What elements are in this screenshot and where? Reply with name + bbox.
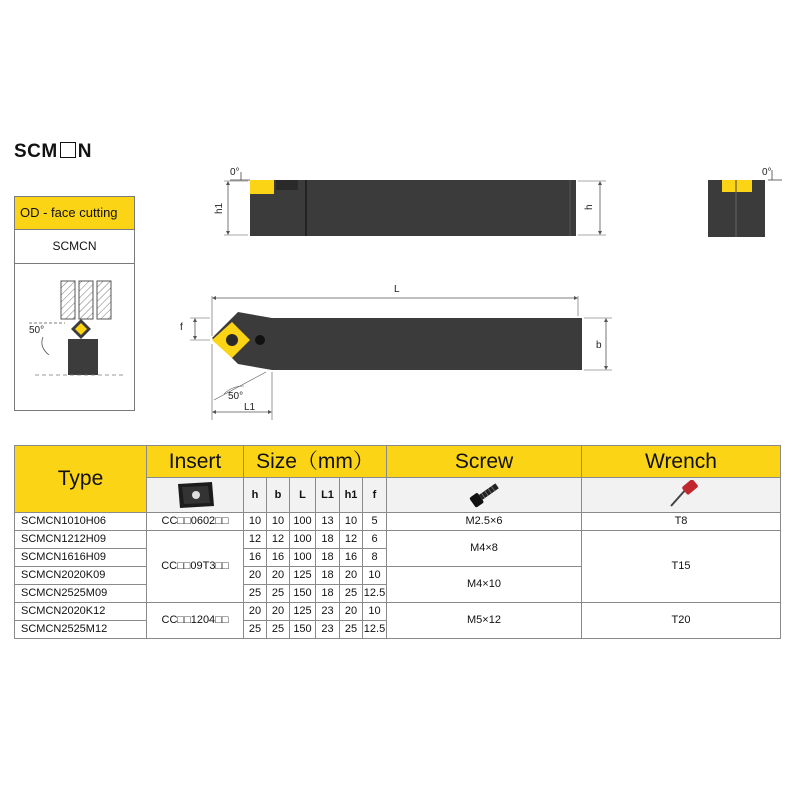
dim-L: L	[290, 478, 316, 513]
wrench-image-cell	[582, 478, 781, 513]
application-model: SCMCN	[15, 230, 134, 264]
cell-h1: 16	[340, 549, 363, 567]
row-code: SCMCN2020K09	[15, 567, 147, 585]
screw-cell: M4×8	[387, 531, 582, 567]
cell-h1: 20	[340, 567, 363, 585]
cell-h: 25	[244, 585, 267, 603]
insert-cell: CC□□09T3□□	[147, 531, 244, 603]
cell-h1: 25	[340, 585, 363, 603]
table-header-row	[15, 446, 781, 478]
cell-L1: 23	[316, 621, 340, 639]
cell-f: 10	[363, 603, 387, 621]
end-angle-label: 0°	[762, 167, 772, 178]
cell-L1: 13	[316, 513, 340, 531]
cell-b: 25	[267, 621, 290, 639]
cell-f: 5	[363, 513, 387, 531]
screw-image-cell	[387, 478, 582, 513]
cell-L: 100	[290, 513, 316, 531]
table-row	[15, 603, 781, 621]
cell-L: 125	[290, 603, 316, 621]
row-code: SCMCN2525M09	[15, 585, 147, 603]
cell-L1: 18	[316, 567, 340, 585]
cell-f: 10	[363, 567, 387, 585]
screw-cell: M2.5×6	[387, 513, 582, 531]
wrench-cell: T20	[582, 603, 781, 639]
b-label: b	[596, 340, 602, 351]
cell-h: 20	[244, 567, 267, 585]
h-label: h	[584, 204, 595, 210]
cell-L: 125	[290, 567, 316, 585]
end-view	[708, 167, 782, 237]
title-prefix: SCM	[14, 141, 58, 162]
cell-f: 6	[363, 531, 387, 549]
application-header: OD - face cutting	[15, 197, 134, 230]
cell-f: 8	[363, 549, 387, 567]
title-suffix: N	[77, 141, 92, 162]
cell-b: 16	[267, 549, 290, 567]
dim-h1: h1	[340, 478, 363, 513]
insert-header: Insert	[147, 446, 244, 478]
cell-L: 100	[290, 549, 316, 567]
cell-h: 16	[244, 549, 267, 567]
screw-header: Screw	[387, 446, 582, 478]
cell-L: 150	[290, 621, 316, 639]
cell-h1: 10	[340, 513, 363, 531]
cell-h1: 20	[340, 603, 363, 621]
dim-L1: L1	[316, 478, 340, 513]
application-angle: 50°	[29, 325, 45, 336]
cell-h: 12	[244, 531, 267, 549]
row-code: SCMCN2525M12	[15, 621, 147, 639]
screw-icon	[464, 480, 504, 510]
wrench-cell: T15	[582, 531, 781, 603]
cell-h: 25	[244, 621, 267, 639]
cell-h1: 12	[340, 531, 363, 549]
L-label: L	[394, 284, 400, 295]
row-code: SCMCN1010H06	[15, 513, 147, 531]
cell-L1: 18	[316, 549, 340, 567]
cell-b: 20	[267, 603, 290, 621]
size-header: Size（mm）	[244, 446, 387, 478]
wrench-header: Wrench	[582, 446, 781, 478]
row-code: SCMCN1212H09	[15, 531, 147, 549]
angle-label: 50°	[228, 391, 244, 402]
screw-cell: M4×10	[387, 567, 582, 603]
row-code: SCMCN1616H09	[15, 549, 147, 567]
cell-L1: 18	[316, 585, 340, 603]
h1-label: h1	[214, 202, 225, 214]
row-code: SCMCN2020K12	[15, 603, 147, 621]
side-view	[214, 167, 606, 236]
cell-h1: 25	[340, 621, 363, 639]
cell-L1: 18	[316, 531, 340, 549]
cell-b: 25	[267, 585, 290, 603]
cell-h: 20	[244, 603, 267, 621]
dim-f: f	[363, 478, 387, 513]
spec-table	[14, 445, 781, 639]
cell-b: 20	[267, 567, 290, 585]
side-angle-label: 0°	[230, 167, 240, 178]
insert-cell: CC□□1204□□	[147, 603, 244, 639]
table-row	[15, 513, 781, 531]
table-row	[15, 531, 781, 549]
wrench-icon	[661, 480, 701, 510]
cell-b: 10	[267, 513, 290, 531]
screw-cell: M5×12	[387, 603, 582, 639]
cell-L: 150	[290, 585, 316, 603]
insert-image-cell	[147, 478, 244, 513]
insert-cell: CC□□0602□□	[147, 513, 244, 531]
cell-f: 12.5	[363, 585, 387, 603]
cell-h: 10	[244, 513, 267, 531]
wrench-cell: T8	[582, 513, 781, 531]
cell-L1: 23	[316, 603, 340, 621]
dim-b: b	[267, 478, 290, 513]
top-view	[180, 284, 612, 420]
L1-label: L1	[244, 402, 256, 413]
cell-f: 12.5	[363, 621, 387, 639]
cell-b: 12	[267, 531, 290, 549]
f-label: f	[180, 322, 183, 333]
dim-h: h	[244, 478, 267, 513]
cell-L: 100	[290, 531, 316, 549]
type-header: Type	[15, 446, 147, 513]
insert-icon	[174, 480, 216, 510]
